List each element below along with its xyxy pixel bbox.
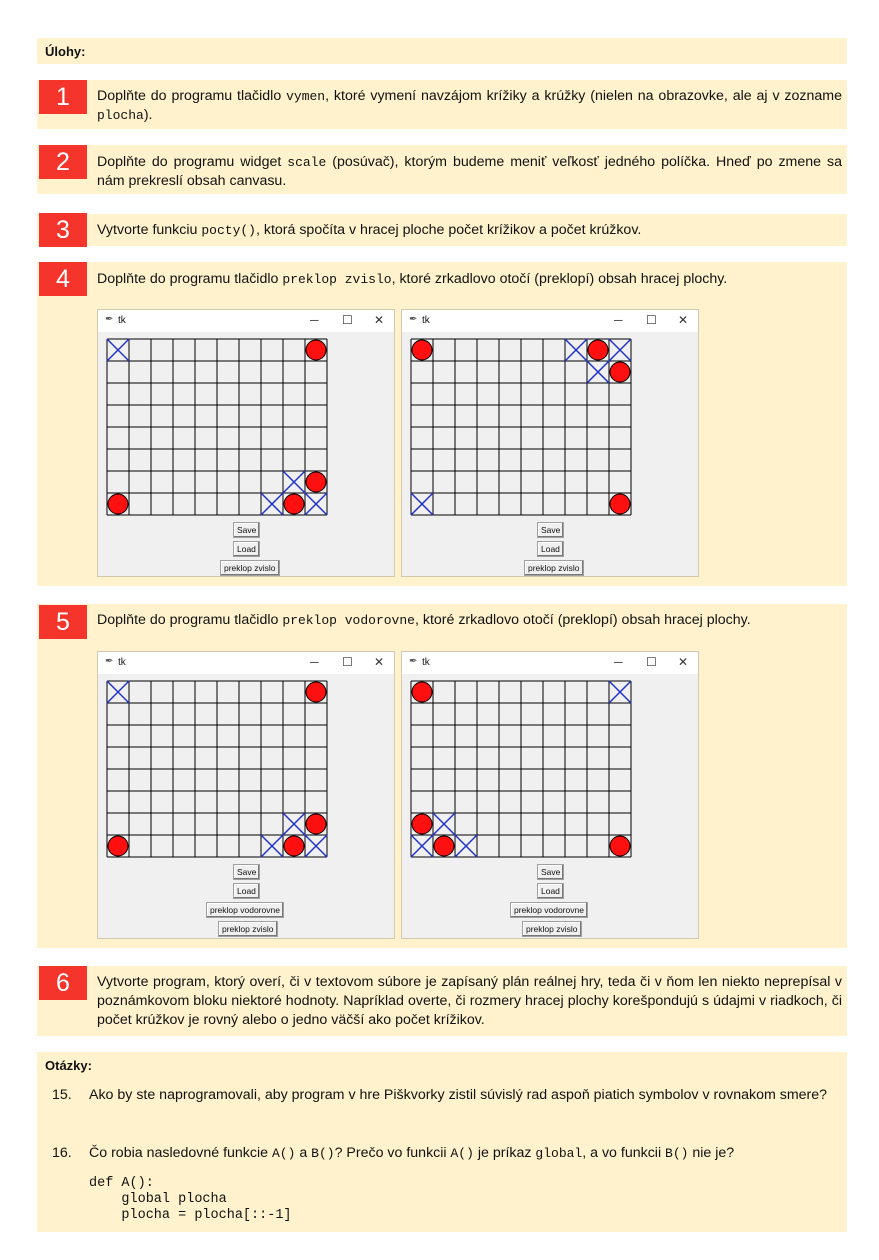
save-button[interactable]: Save (537, 864, 564, 880)
title-bar (402, 310, 698, 332)
code-inline: scale (287, 155, 327, 170)
title-bar (98, 652, 394, 674)
text-run: , ktoré zrkadlovo otočí (preklopí) obsah hracej plochy. (414, 612, 751, 628)
game-board-canvas[interactable] (106, 338, 330, 520)
flip-horizontal-button[interactable]: preklop vodorovne (510, 902, 588, 918)
tk-window-task4-after (401, 309, 699, 577)
code-inline: B() (665, 1146, 689, 1161)
task-number-5: 5 (39, 605, 87, 639)
minimize-icon[interactable]: ─ (310, 313, 319, 327)
text-run: , ktoré vymení navzájom krížiky a krúžky (nielen na obrazovke, ale aj v zozname (325, 88, 842, 104)
flip-horizontal-button[interactable]: preklop vodorovne (206, 902, 284, 918)
text-run: je príkaz (473, 1145, 536, 1161)
minimize-icon[interactable]: ─ (614, 655, 623, 669)
tk-window-task4-before (97, 309, 395, 577)
code-inline: preklop zvislo (282, 272, 392, 287)
minimize-icon[interactable]: ─ (310, 655, 319, 669)
task-number-3: 3 (39, 213, 87, 247)
circle-piece (588, 340, 608, 360)
code-inline: pocty() (201, 223, 256, 238)
text-run: Doplňte do programu tlačidlo (97, 88, 287, 104)
text-run: Doplňte do programu widget (97, 154, 288, 170)
task-number-2: 2 (39, 145, 87, 179)
code-inline: A() (450, 1146, 474, 1161)
feather-icon: ✒ (409, 314, 418, 325)
question-number-15: 15. (52, 1087, 72, 1103)
text-run: , ktorá spočíta v hracej ploche počet krížikov a počet krúžkov. (255, 222, 642, 238)
task-number-6: 6 (39, 966, 87, 1000)
questions-heading: Otázky: (45, 1058, 92, 1073)
flip-vertical-button[interactable]: preklop zvislo (522, 921, 582, 937)
question-text-15 (89, 1086, 841, 1105)
maximize-icon[interactable]: ☐ (646, 655, 657, 669)
text-run: Doplňte do programu tlačidlo (97, 271, 283, 287)
task-number-4: 4 (39, 262, 87, 296)
flip-vertical-button[interactable]: preklop zvislo (220, 560, 280, 576)
text-run: Vytvorte program, ktorý overí, či v textovom súbore je zapísaný plán reálnej hry, teda či v ňom len niekto neprepísal v poznámkovom bloku niektoré hodnoty. Napríklad overte, či rozmery hracej plochy korešpondujú s údajmi v riadkoch, či počet krúžkov je rovný alebo o jedno väčší ako počet krížikov. (97, 974, 842, 1028)
circle-piece (284, 836, 304, 856)
tasks-heading: Úlohy: (37, 38, 847, 64)
tk-window-task5-before (97, 651, 395, 939)
feather-icon: ✒ (105, 314, 114, 325)
maximize-icon[interactable]: ☐ (342, 655, 353, 669)
close-icon[interactable]: ✕ (374, 313, 385, 327)
flip-vertical-button[interactable]: preklop zvislo (218, 921, 278, 937)
circle-piece (306, 472, 326, 492)
load-button[interactable]: Load (537, 541, 564, 557)
text-run: Doplňte do programu tlačidlo (97, 612, 283, 628)
code-inline: global (535, 1146, 583, 1161)
maximize-icon[interactable]: ☐ (342, 313, 353, 327)
code-inline: preklop vodorovne (282, 613, 415, 628)
task-number-1: 1 (39, 80, 87, 114)
close-icon[interactable]: ✕ (678, 313, 689, 327)
circle-piece (306, 682, 326, 702)
circle-piece (610, 362, 630, 382)
save-button[interactable]: Save (537, 522, 564, 538)
code-line-3: plocha = plocha[::-1] (89, 1208, 292, 1223)
circle-piece (108, 494, 128, 514)
game-board-canvas[interactable] (106, 680, 330, 862)
feather-icon: ✒ (105, 656, 114, 667)
task-text-2 (97, 153, 842, 191)
load-button[interactable]: Load (233, 541, 260, 557)
circle-piece (412, 340, 432, 360)
text-run: , ktoré zrkadlovo otočí (preklopí) obsah hracej plochy. (391, 271, 728, 287)
task-text-3 (97, 221, 842, 240)
circle-piece (306, 340, 326, 360)
save-button[interactable]: Save (233, 864, 260, 880)
load-button[interactable]: Load (233, 883, 260, 899)
maximize-icon[interactable]: ☐ (646, 313, 657, 327)
text-run: Vytvorte funkciu (97, 222, 202, 238)
minimize-icon[interactable]: ─ (614, 313, 623, 327)
text-run: Ako by ste naprogramovali, aby program v hre Piškvorky zistil súvislý rad aspoň piatich symbolov v rovnakom smere? (89, 1087, 828, 1103)
title-bar (402, 652, 698, 674)
text-run: nie je? (688, 1145, 735, 1161)
circle-piece (306, 814, 326, 834)
game-board-canvas[interactable] (410, 680, 634, 862)
task-text-6 (97, 973, 842, 1030)
game-board-canvas[interactable] (410, 338, 634, 520)
text-run: (posúvač), ktorým budeme meniť veľkosť jedného políčka. Hneď po zmene sa nám prekreslí obsah canvasu. (97, 154, 842, 189)
window-title: tk (422, 657, 430, 668)
text-run: ? Prečo vo funkcii (334, 1145, 451, 1161)
text-run: Čo robia nasledovné funkcie (89, 1145, 272, 1161)
text-run: , a vo funkcii (582, 1145, 666, 1161)
feather-icon: ✒ (409, 656, 418, 667)
code-inline: plocha (97, 108, 144, 123)
circle-piece (412, 682, 432, 702)
question-text-16 (89, 1144, 841, 1163)
save-button[interactable]: Save (233, 522, 260, 538)
question-number-16: 16. (52, 1145, 72, 1161)
code-inline: A() (271, 1146, 296, 1161)
circle-piece (412, 814, 432, 834)
text-run: ). (143, 107, 153, 123)
tk-window-task5-after (401, 651, 699, 939)
code-line-1: def A(): (89, 1176, 154, 1191)
text-run: a (295, 1145, 312, 1161)
task-text-4 (97, 270, 842, 289)
title-bar (98, 310, 394, 332)
task-text-5 (97, 611, 842, 630)
flip-vertical-button[interactable]: preklop zvislo (524, 560, 584, 576)
circle-piece (434, 836, 454, 856)
code-inline: vymen (286, 89, 326, 104)
task-text-1 (97, 87, 842, 125)
code-inline: B() (311, 1146, 335, 1161)
window-title: tk (422, 315, 430, 326)
circle-piece (108, 836, 128, 856)
load-button[interactable]: Load (537, 883, 564, 899)
close-icon[interactable]: ✕ (374, 655, 385, 669)
circle-piece (610, 836, 630, 856)
window-title: tk (118, 315, 126, 326)
circle-piece (610, 494, 630, 514)
window-title: tk (118, 657, 126, 668)
code-line-2: global plocha (89, 1192, 227, 1207)
close-icon[interactable]: ✕ (678, 655, 689, 669)
circle-piece (284, 494, 304, 514)
